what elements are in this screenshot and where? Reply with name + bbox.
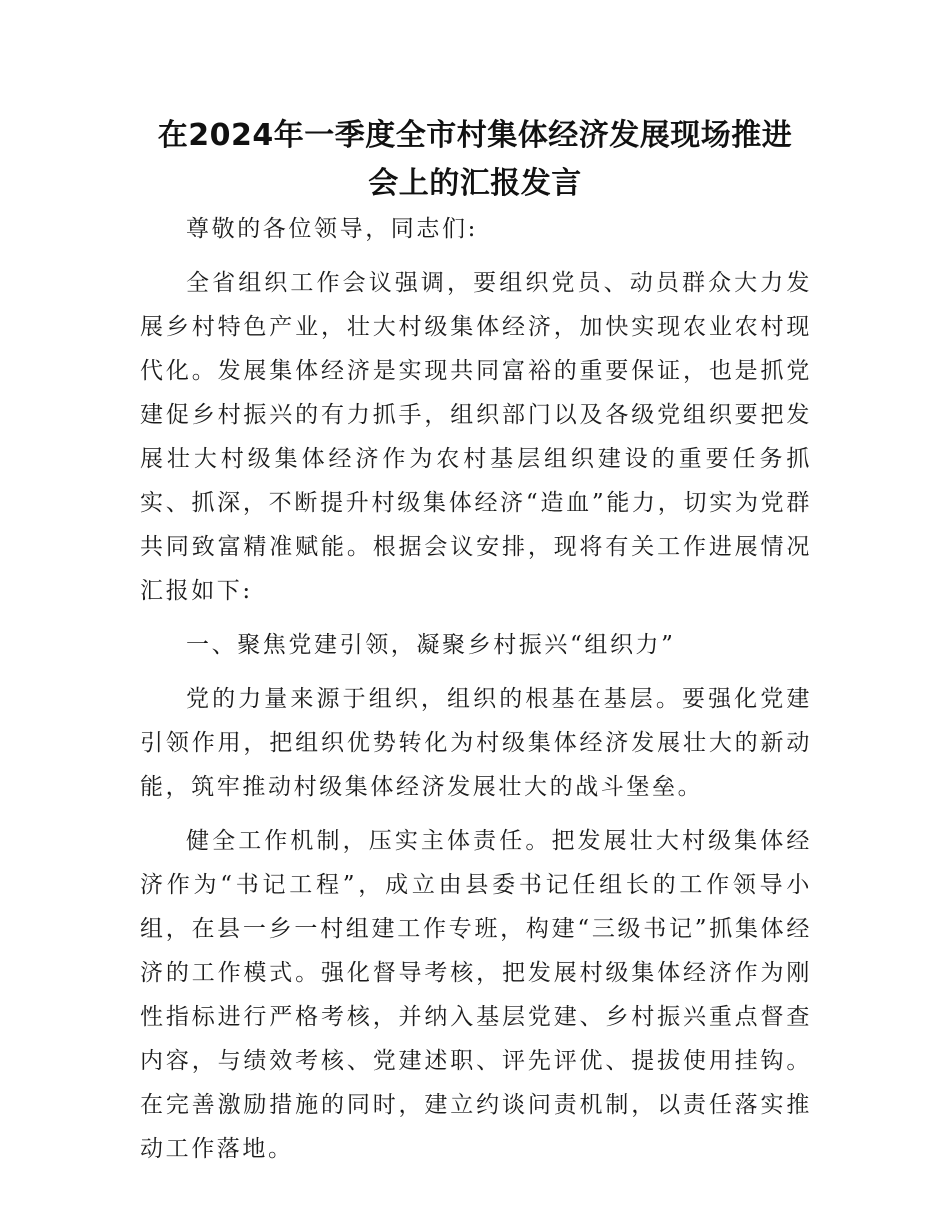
paragraph-work-mechanism: 健全工作机制，压实主体责任。把发展壮大村级集体经济作为“书记工程”，成立由县委书记任组长的工作领导小组，在县一乡一村组建工作专班，构建“三级书记”抓集体经济的工作模式。强化督导考核，把发展村级集体经济作为刚性指标进行严格考核，并纳入基层党建、乡村振兴重点督查内容，与绩效考核、党建述职、评先评优、提拔使用挂钩。在完善激励措施的同时，建立约谈问责机制，以责任落实推动工作落地。: [140, 828, 812, 1162]
section-heading: 一、聚焦党建引领，凝聚乡村振兴“组织力”: [186, 632, 676, 658]
title-line-2: 会上的汇报发言: [368, 166, 582, 201]
salutation: 尊敬的各位领导，同志们:: [186, 216, 478, 242]
document-body: [140, 207, 812, 1181]
paragraph-intro: 全省组织工作会议强调，要组织党员、动员群众大力发展乡村特色产业，壮大村级集体经济，加快实现农业农村现代化。发展集体经济是实现共同富裕的重要保证，也是抓党建促乡村振兴的有力抓手，组织部门以及各级党组织要把发展壮大村级集体经济作为农村基层组织建设的重要任务抓实、抓深，不断提升村级集体经济“造血”能力，切实为党群共同致富精准赋能。根据会议安排，现将有关工作进展情况汇报如下:: [140, 270, 812, 604]
paragraph-party-leadership: 党的力量来源于组织，组织的根基在基层。要强化党建引领作用，把组织优势转化为村级集体经济发展壮大的新动能，筑牢推动村级集体经济发展壮大的战斗堡垒。: [140, 686, 812, 800]
title-line-1: 在2024年一季度全市村集体经济发展现场推进: [157, 118, 793, 153]
document-title: [140, 112, 810, 208]
